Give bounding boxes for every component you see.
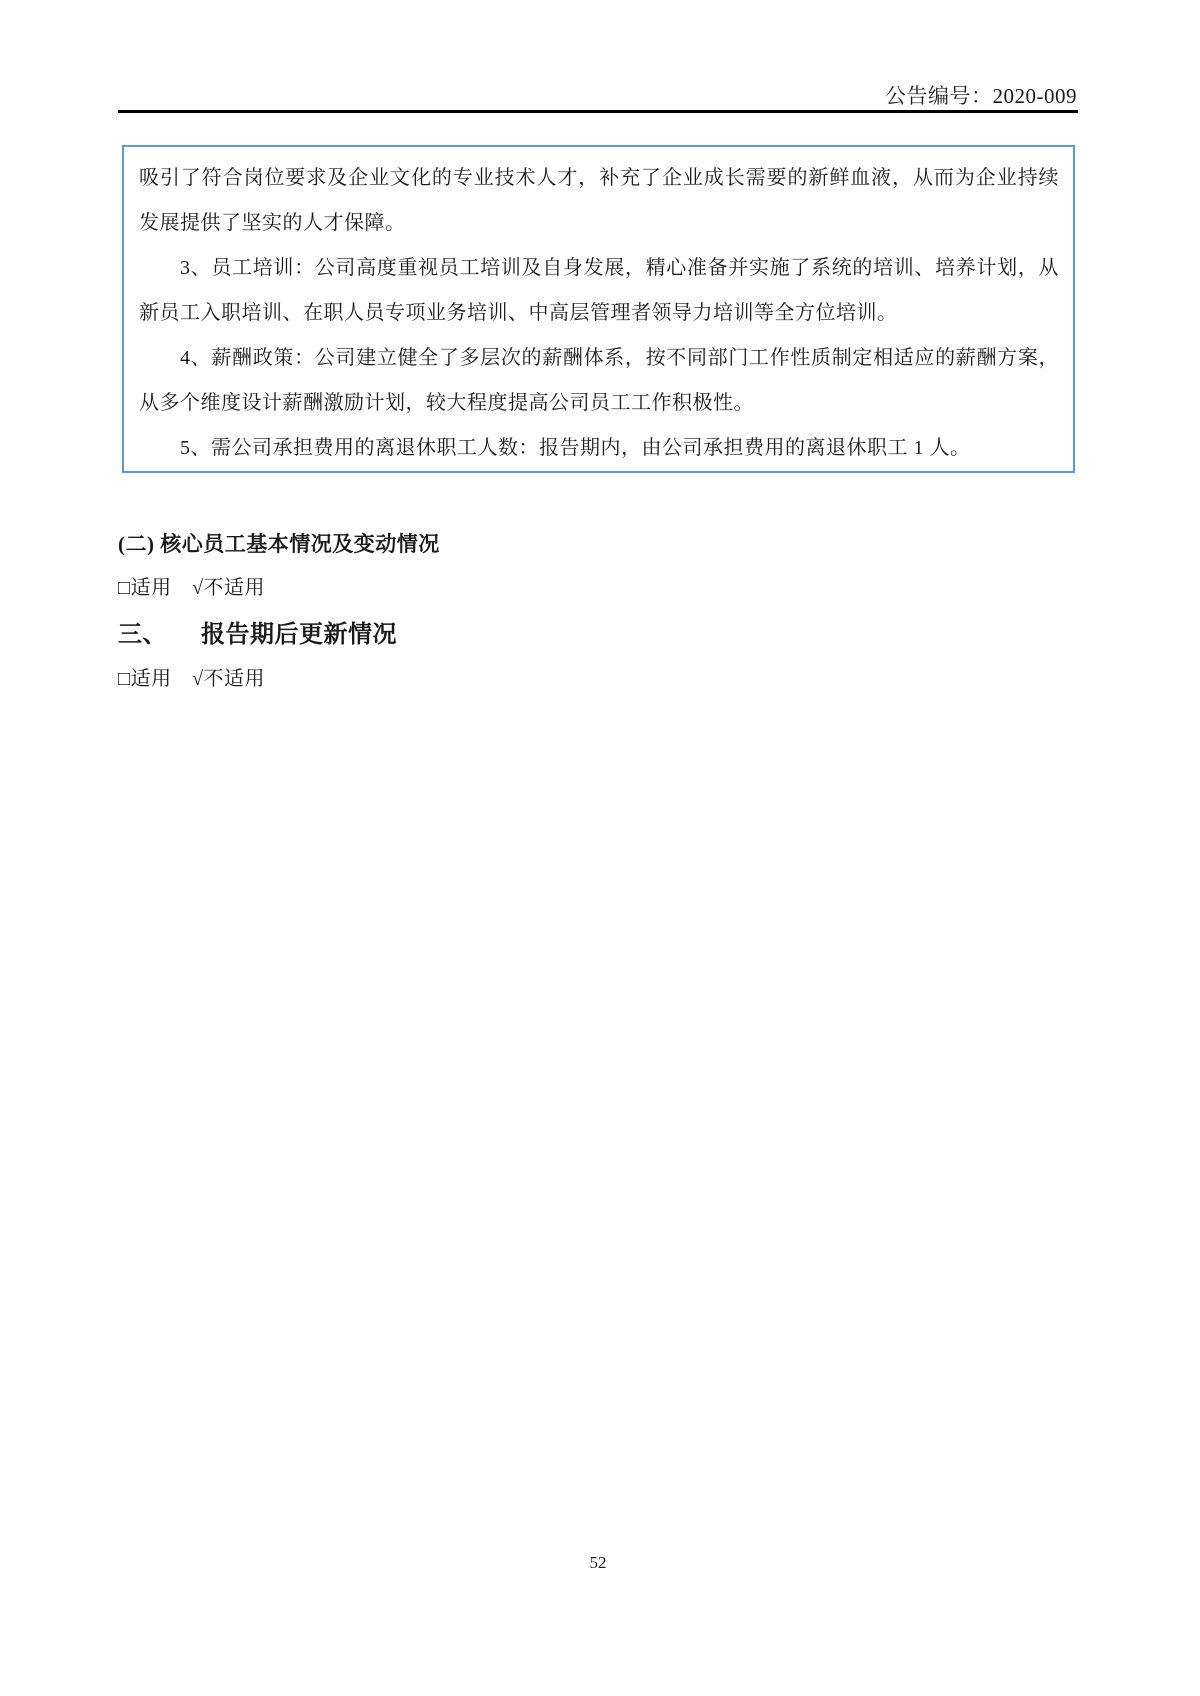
applicability-post-period: □适用 √不适用 bbox=[118, 668, 266, 690]
paragraph-line: 从多个维度设计薪酬激励计划，较大程度提高公司员工工作积极性。 bbox=[139, 392, 754, 414]
section-heading-core-staff: (二) 核心员工基本情况及变动情况 bbox=[118, 532, 440, 556]
paragraph-line: 新员工入职培训、在职人员专项业务培训、中高层管理者领导力培训等全方位培训。 bbox=[139, 302, 898, 324]
paragraph-line: 发展提供了坚实的人才保障。 bbox=[139, 212, 406, 234]
section-title: 报告期后更新情况 bbox=[201, 622, 397, 648]
page-number: 52 bbox=[589, 1553, 607, 1572]
section-heading-post-period bbox=[118, 614, 397, 649]
paragraph-line: 吸引了符合岗位要求及企业文化的专业技术人才，补充了企业成长需要的新鲜血液，从而为企业持续 bbox=[139, 167, 1059, 189]
paragraph-line: 4、薪酬政策：公司建立健全了多层次的薪酬体系，按不同部门工作性质制定相适应的薪酬方案， bbox=[180, 347, 1059, 369]
paragraph-line: 5、需公司承担费用的离退休职工人数：报告期内，由公司承担费用的离退休职工 1 人。 bbox=[180, 437, 971, 459]
header-rule bbox=[118, 110, 1078, 113]
doc-number: 公告编号：2020-009 bbox=[885, 84, 1077, 108]
paragraph-line: 3、员工培训：公司高度重视员工培训及自身发展，精心准备并实施了系统的培训、培养计划，从 bbox=[180, 257, 1059, 279]
applicability-core-staff: □适用 √不适用 bbox=[118, 577, 266, 599]
bordered-text-box bbox=[122, 145, 1075, 473]
section-number: 三、 bbox=[118, 622, 167, 648]
